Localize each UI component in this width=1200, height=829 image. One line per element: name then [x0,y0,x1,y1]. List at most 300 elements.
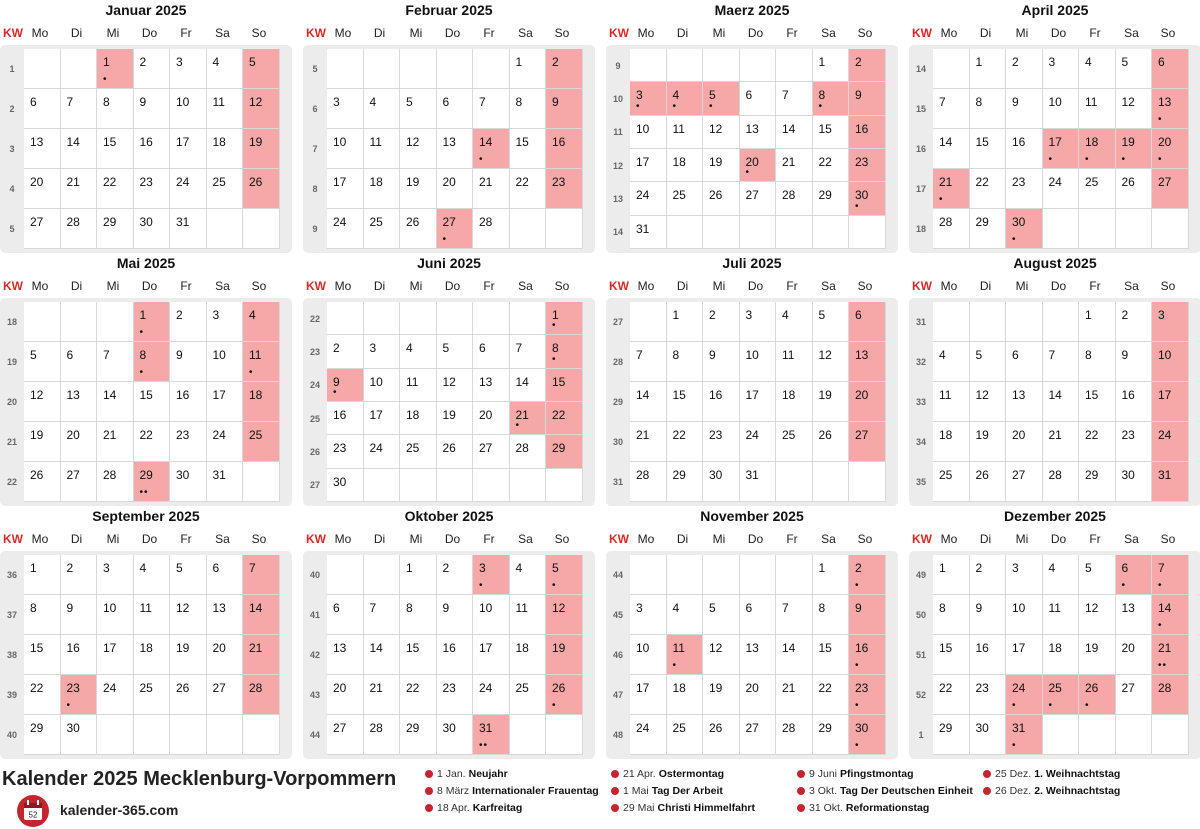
day-number: 2 [176,308,183,322]
empty-cell [667,216,704,249]
legend-item [611,784,811,801]
day-cell [933,635,970,675]
day-cell [849,149,886,182]
day-number: 3 [1158,308,1165,322]
day-number: 4 [1048,561,1056,575]
kw-header: KW [609,532,629,546]
day-number: 18 [139,641,153,655]
day-number: 17 [479,641,493,655]
week-number: 28 [612,357,623,367]
legend-column [611,767,811,818]
day-number: 19 [709,155,723,169]
day-cell [1079,635,1116,675]
day-cell [1043,382,1080,422]
day-cell [24,89,61,129]
holiday-dot-icon: • [1158,620,1163,631]
week-number: 33 [915,397,926,407]
day-number: 8 [939,601,946,615]
day-cell [1079,422,1116,462]
day-number: 24 [1012,681,1026,695]
day-number: 1 [103,55,110,69]
day-number: 15 [818,641,832,655]
legend-item [425,767,625,784]
day-cell [1152,302,1189,342]
day-cell [24,382,61,422]
day-cell [813,116,850,149]
day-cell [61,422,98,462]
day-number: 25 [139,681,153,695]
day-number: 4 [1085,55,1092,69]
day-cell [1116,555,1153,595]
day-cell [630,216,667,249]
day-cell [1079,169,1116,209]
empty-cell [243,209,280,249]
day-number: 8 [515,95,523,109]
day-cell [473,715,510,755]
day-cell [1006,422,1043,462]
day-number: 9 [176,348,183,362]
day-cell [473,435,510,468]
holiday-date: 9 Juni [809,768,838,780]
day-cell [24,169,61,209]
day-cell [933,209,970,249]
day-cell [207,462,244,502]
day-number: 19 [176,641,190,655]
day-number: 11 [939,388,952,402]
week-number: 1 [918,730,924,740]
holiday-name: Ostermontag [658,768,725,780]
holiday-dot-icon: • [1158,580,1163,591]
holiday-dot-icon: • [939,194,944,205]
day-cell [933,342,970,382]
day-number: 26 [975,468,989,482]
day-cell [170,382,207,422]
day-cell [849,342,886,382]
empty-cell [1043,715,1080,755]
week-number: 4 [9,184,15,194]
empty-cell [327,555,364,595]
day-cell [970,715,1007,755]
day-number: 28 [515,441,529,456]
bullet-icon [611,804,619,812]
day-number: 3 [636,88,643,103]
day-number: 9 [855,601,862,615]
day-number: 11 [139,601,152,615]
day-number: 20 [66,428,80,442]
day-number: 7 [66,95,74,109]
holiday-dot-icon: • [855,200,860,212]
kw-header: KW [306,532,326,546]
month-title: August 2025 [1013,255,1097,271]
day-number: 16 [975,641,989,655]
holiday-name: Karfreitag [472,802,523,814]
holiday-dot-icon: • [552,700,557,711]
day-cell [703,462,740,502]
day-number: 29 [818,188,832,203]
month-grid [606,45,898,253]
empty-cell [667,555,704,595]
day-cell [933,595,970,635]
day-number: 14 [939,135,953,149]
day-number: 25 [782,428,796,442]
day-number: 8 [552,341,559,356]
holiday-dot-icon: • [1012,234,1017,245]
weekday-header: Di [373,532,386,546]
empty-cell [473,469,510,502]
day-cell [1152,129,1189,169]
day-cell [970,462,1007,502]
day-cell [667,675,704,715]
day-number: 15 [818,121,832,136]
empty-cell [546,715,583,755]
holiday-date: 18 Apr. [437,802,470,814]
day-cell [1152,462,1189,502]
empty-cell [1079,715,1116,755]
day-cell [134,302,171,342]
holiday-dot-icon: • [139,327,145,338]
empty-cell [400,49,437,89]
weekday-header: Do [747,279,764,293]
week-number: 10 [612,94,623,104]
day-cell [24,342,61,382]
day-cell [813,555,850,595]
day-cell [243,342,280,382]
week-number: 44 [612,570,623,580]
day-number: 23 [176,428,190,442]
kw-header: KW [3,26,23,40]
month-calendar [303,254,595,507]
site-link[interactable]: kalender-365.com [60,802,179,818]
day-cell [630,422,667,462]
week-number: 2 [9,104,15,114]
empty-cell [1079,209,1116,249]
empty-cell [364,469,401,502]
day-number: 8 [975,95,983,109]
day-cell [364,595,401,635]
legend-item [797,801,997,818]
day-cell [546,435,583,468]
day-number: 17 [636,155,650,169]
day-cell [473,555,510,595]
day-cell [667,382,704,422]
day-cell [813,635,850,675]
day-cell [740,82,777,115]
day-number: 19 [249,135,263,149]
day-number: 5 [442,341,450,356]
weekday-header: Mo [31,279,49,293]
holiday-name: Reformationstag [845,802,930,814]
weekday-header: Fr [786,532,798,546]
calendar-logo-icon[interactable] [16,794,50,828]
weekday-header: Mo [637,26,655,40]
weekday-header: Fr [483,532,495,546]
day-number: 12 [1121,95,1135,109]
day-cell [510,635,547,675]
weekday-header: Do [1050,279,1067,293]
day-cell [630,82,667,115]
kw-header: KW [912,279,932,293]
day-cell [1152,382,1189,422]
day-cell [364,89,401,129]
day-number: 15 [406,641,420,655]
day-number: 14 [479,135,493,149]
day-number: 14 [515,374,529,389]
day-cell [1006,555,1043,595]
day-number: 7 [515,341,523,356]
day-cell [813,149,850,182]
kw-header: KW [609,26,629,40]
day-cell [473,675,510,715]
day-number: 17 [176,135,190,149]
day-number: 17 [333,175,347,189]
day-cell [134,422,171,462]
day-cell [849,555,886,595]
holiday-name: Tag Der Deutschen Einheit [840,785,973,797]
day-cell [364,169,401,209]
day-number: 2 [1012,55,1019,69]
day-number: 11 [515,601,528,615]
day-number: 16 [552,135,566,149]
day-cell [740,715,777,755]
day-number: 6 [745,88,753,103]
day-number: 26 [709,188,723,203]
day-cell [97,169,134,209]
day-cell [813,82,850,115]
day-cell [243,89,280,129]
day-number: 23 [139,175,153,189]
day-number: 28 [369,721,383,735]
day-cell [1116,675,1153,715]
day-number: 2 [552,55,559,69]
weekday-header: Mi [409,279,423,293]
week-number: 14 [612,227,623,238]
day-cell [740,382,777,422]
day-number: 10 [1012,601,1026,615]
day-cell [97,555,134,595]
legend-item [611,767,811,784]
day-cell [327,169,364,209]
day-number: 25 [1048,681,1062,695]
day-cell [170,342,207,382]
month-calendar [606,254,898,507]
day-number: 2 [709,308,716,322]
day-number: 21 [479,175,493,189]
day-number: 19 [975,428,989,442]
day-cell [1152,422,1189,462]
day-cell [630,342,667,382]
day-cell [510,335,547,368]
weekday-header: So [251,532,267,546]
day-number: 10 [1048,95,1062,109]
day-number: 18 [939,428,953,442]
day-cell [849,635,886,675]
day-number: 17 [1158,388,1172,402]
day-cell [1006,49,1043,89]
day-number: 5 [406,95,413,109]
month-title: September 2025 [92,508,200,524]
empty-cell [24,302,61,342]
day-cell [1079,675,1116,715]
day-number: 16 [709,388,723,402]
day-number: 22 [672,428,686,442]
day-number: 12 [30,388,44,402]
day-number: 1 [1085,308,1092,322]
day-number: 11 [1048,601,1061,615]
holiday-dot-icon: • [672,100,678,112]
day-cell [170,462,207,502]
day-number: 28 [782,721,796,735]
day-number: 6 [855,308,862,322]
day-number: 3 [479,561,486,575]
day-cell [1116,462,1153,502]
day-cell [243,675,280,715]
day-cell [849,49,886,82]
day-cell [400,715,437,755]
day-number: 27 [212,681,226,695]
day-cell [849,82,886,115]
day-cell [243,169,280,209]
day-cell [327,89,364,129]
weekday-header: So [554,532,570,546]
day-cell [510,49,547,89]
month-title: Juni 2025 [417,255,481,271]
day-number: 26 [709,721,723,735]
bullet-icon [425,804,433,812]
day-cell [24,422,61,462]
holiday-dot-icon: • [1158,154,1163,165]
day-number: 18 [1085,135,1099,149]
day-number: 9 [552,95,559,109]
week-number: 34 [915,437,926,447]
day-cell [776,595,813,635]
day-cell [1006,462,1043,502]
weekday-header: Sa [821,532,836,546]
holiday-dot-icon: • [552,353,557,365]
day-number: 19 [442,408,456,422]
day-cell [207,422,244,462]
day-number: 14 [369,641,383,655]
empty-cell [24,49,61,89]
day-number: 14 [1048,388,1062,402]
week-number: 9 [312,224,318,234]
day-cell [1152,49,1189,89]
day-cell [1043,462,1080,502]
day-cell [849,116,886,149]
day-number: 27 [333,721,347,735]
day-cell [1006,635,1043,675]
day-cell [61,595,98,635]
legend-item [983,767,1183,784]
empty-cell [1116,715,1153,755]
day-cell [1116,422,1153,462]
day-number: 10 [176,95,190,109]
day-number: 6 [479,341,486,356]
day-number: 17 [1012,641,1026,655]
weekday-header: Do [141,26,158,40]
day-number: 16 [66,641,80,655]
day-number: 26 [249,175,263,189]
weekday-header: Mo [940,532,958,546]
weekday-header: Do [747,26,764,40]
day-cell [1043,595,1080,635]
day-number: 21 [1048,428,1062,442]
holiday-dot-icon: • [1012,740,1017,751]
day-number: 5 [1085,561,1092,575]
day-cell [400,209,437,249]
day-number: 20 [30,175,44,189]
weekday-header: So [251,279,267,293]
day-cell [400,595,437,635]
day-cell [97,49,134,89]
day-number: 4 [369,95,377,109]
month-grid [909,45,1200,253]
day-cell [207,635,244,675]
day-number: 26 [406,215,420,229]
empty-cell [703,216,740,249]
day-cell [364,675,401,715]
day-number: 12 [176,601,190,615]
day-number: 18 [672,155,686,169]
day-number: 6 [1158,55,1165,69]
holiday-dot-icon: • [1048,700,1054,711]
day-number: 21 [103,428,117,442]
day-cell [327,435,364,468]
day-number: 30 [66,721,80,735]
day-number: 20 [479,408,493,422]
holiday-dot-icon: • [1121,154,1127,165]
day-cell [364,369,401,402]
day-number: 16 [333,408,347,422]
day-number: 1 [939,561,946,575]
day-number: 8 [406,601,413,615]
holiday-date: 8 März [437,785,470,797]
day-number: 19 [1121,135,1135,149]
day-number: 11 [369,135,382,149]
day-cell [134,342,171,382]
day-cell [546,129,583,169]
month-calendar [0,1,292,254]
day-number: 20 [1158,135,1172,149]
day-number: 24 [636,721,650,735]
week-number: 46 [612,650,623,660]
week-number: 7 [312,144,318,154]
day-cell [437,402,474,435]
day-number: 30 [139,215,153,229]
day-cell [667,149,704,182]
day-cell [546,302,583,335]
empty-cell [97,715,134,755]
day-cell [1006,209,1043,249]
legend-item [797,767,997,784]
day-cell [24,129,61,169]
empty-cell [630,555,667,595]
empty-cell [1006,302,1043,342]
day-number: 18 [672,681,686,695]
weekday-header: Do [1050,532,1067,546]
day-number: 24 [369,441,383,456]
day-cell [703,715,740,755]
day-cell [1116,129,1153,169]
day-cell [1116,169,1153,209]
month-grid [303,45,595,253]
day-cell [703,182,740,215]
holiday-dot-icon: • [709,100,714,112]
day-number: 6 [1012,348,1019,362]
day-number: 30 [442,721,456,735]
day-cell [243,302,280,342]
day-cell [207,675,244,715]
holiday-date: 21 Apr. [623,768,656,780]
